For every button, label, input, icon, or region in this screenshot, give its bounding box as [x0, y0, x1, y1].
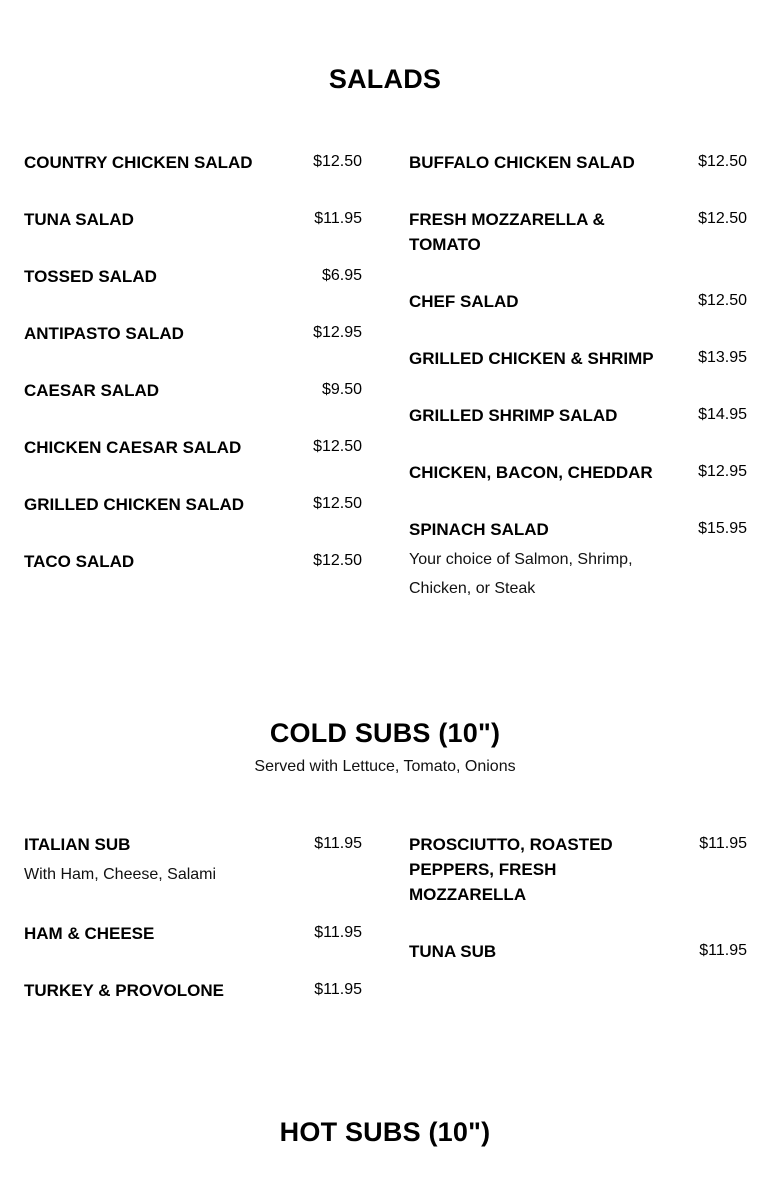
menu-item-price: $11.95: [314, 981, 362, 998]
menu-item-name: CHICKEN, BACON, CHEDDAR: [409, 463, 653, 482]
cold-subs-subtitle: Served with Lettuce, Tomato, Onions: [254, 758, 516, 775]
menu-item: [409, 460, 747, 485]
menu-item: [24, 549, 362, 574]
menu-item: [24, 435, 362, 460]
menu-item: [409, 207, 747, 257]
menu-item-price: $15.95: [698, 520, 747, 537]
menu-item: [24, 492, 362, 517]
menu-item-name: ITALIAN SUB: [24, 835, 131, 854]
menu-item: [409, 939, 747, 964]
menu-item-price: $12.50: [698, 292, 747, 309]
menu-item-name: GRILLED CHICKEN SALAD: [24, 495, 245, 514]
menu-item-name: SPINACH SALAD: [409, 520, 549, 539]
menu-item-name: PROSCIUTTO, ROASTED PEPPERS, FRESH MOZZARELLA: [409, 835, 613, 904]
menu-item-name: HAM & CHEESE: [24, 924, 155, 943]
menu-item-name: CAESAR SALAD: [24, 381, 160, 400]
salads-title: SALADS: [328, 64, 442, 94]
menu-item-price: $12.50: [698, 153, 747, 170]
menu-item-name: TURKEY & PROVOLONE: [24, 981, 224, 1000]
cold-subs-right-column: [409, 832, 747, 996]
menu-item-price: $11.95: [314, 210, 362, 227]
menu-item-price: $12.50: [313, 153, 362, 170]
menu-item: [24, 321, 362, 346]
menu-item: [409, 289, 747, 314]
menu-item-description: Your choice of Salmon, Shrimp, Chicken, or Steak: [409, 551, 633, 597]
hot-subs-title: HOT SUBS (10"): [279, 1117, 491, 1147]
menu-item-price: $9.50: [321, 381, 362, 398]
menu-item-name: BUFFALO CHICKEN SALAD: [409, 153, 635, 172]
salads-right-column: [409, 150, 747, 635]
menu-item-price: $12.95: [313, 324, 362, 341]
cold-subs-title: COLD SUBS (10"): [269, 718, 501, 748]
menu-item-name: TOSSED SALAD: [24, 267, 157, 286]
menu-item-name: ANTIPASTO SALAD: [24, 324, 184, 343]
menu-item-price: $11.95: [699, 942, 747, 959]
menu-item-price: $12.50: [313, 438, 362, 455]
menu-item-price: $11.95: [314, 924, 362, 941]
menu-item: [409, 832, 747, 907]
menu-item-name: TACO SALAD: [24, 552, 135, 571]
menu-item: [24, 978, 362, 1003]
menu-item: [24, 832, 362, 889]
menu-item-price: $11.95: [699, 835, 747, 852]
menu-item-name: CHICKEN CAESAR SALAD: [24, 438, 242, 457]
menu-item: [409, 517, 747, 603]
menu-item: [24, 150, 362, 175]
menu-item: [409, 346, 747, 371]
menu-item: [409, 150, 747, 175]
cold-subs-left-column: [24, 832, 362, 1035]
menu-item-price: $12.95: [698, 463, 747, 480]
menu-item-price: $6.95: [321, 267, 362, 284]
menu-item-price: $12.50: [313, 552, 362, 569]
menu-item: [409, 403, 747, 428]
menu-item-price: $14.95: [698, 406, 747, 423]
menu-item-name: TUNA SALAD: [24, 210, 134, 229]
menu-item-price: $11.95: [314, 835, 362, 852]
salads-left-column: [24, 150, 362, 606]
menu-item-name: TUNA SUB: [409, 942, 497, 961]
menu-item-name: GRILLED CHICKEN & SHRIMP: [409, 349, 654, 368]
menu-item: [24, 921, 362, 946]
menu-item-name: COUNTRY CHICKEN SALAD: [24, 153, 253, 172]
menu-item: [24, 378, 362, 403]
menu-item: [24, 207, 362, 232]
menu-item-price: $12.50: [698, 210, 747, 227]
menu-item-name: CHEF SALAD: [409, 292, 519, 311]
menu-item: [24, 264, 362, 289]
menu-item-description: With Ham, Cheese, Salami: [24, 866, 217, 883]
menu-item-name: FRESH MOZZARELLA & TOMATO: [409, 210, 605, 254]
menu-item-price: $12.50: [313, 495, 362, 512]
menu-item-price: $13.95: [698, 349, 747, 366]
menu-item-name: GRILLED SHRIMP SALAD: [409, 406, 618, 425]
